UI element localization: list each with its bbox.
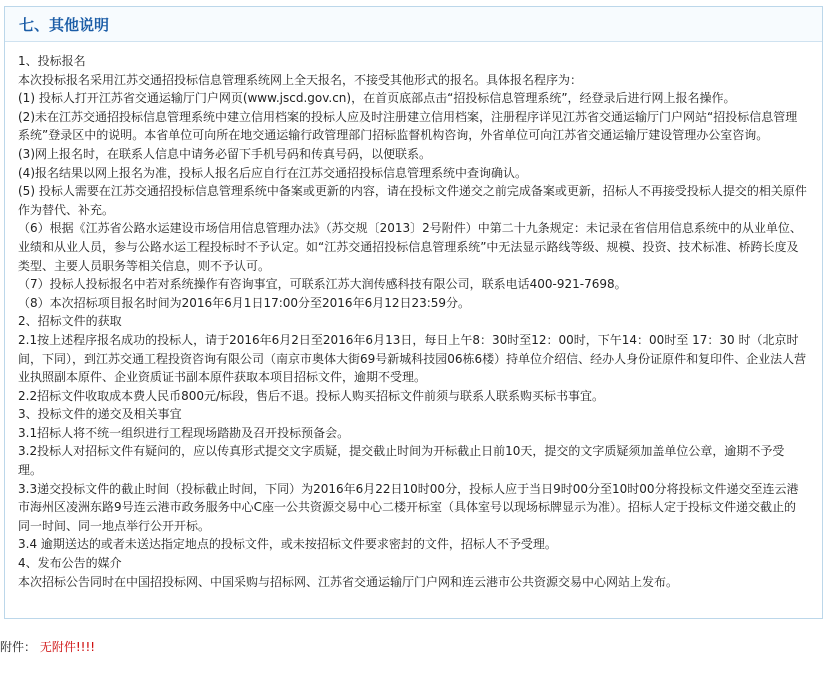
section-header [5,7,822,42]
paragraph: 2.2招标文件收取成本费人民币800元/标段，售后不退。投标人购买招标文件前须与联系人联系购买标书事宜。 [18,388,605,403]
paragraph: （6）根据《江苏省公路水运建设市场信用信息管理办法》（苏交规〔2013〕2号附件）中第二十九条规定：未记录在省信用信息系统中的从业单位、业绩和从业人员，参与公路水运工程投标时不予认定。如“江苏交通招投标信息管理系统”中无法显示路线等级、规模、投资、技术标准、桥跨长度及类型、主要人员职务等相关信息，则不予认可。 [18,221,802,273]
paragraph: (4)报名结果以网上报名为准，投标人报名后应自行在江苏交通招投标信息管理系统中查询确认。 [18,165,528,180]
attachment-value: 无附件!!!! [39,640,96,654]
paragraph: 本次招标公告同时在中国招投标网、中国采购与招标网、江苏省交通运输厅门户网和连云港市公共资源交易中心网站上发布。 [18,574,679,589]
paragraph: (1) 投标人打开江苏省交通运输厅门户网页(www.jscd.gov.cn)，在首页底部点击“招投标信息管理系统”，经登录后进行网上报名操作。 [18,91,736,106]
paragraph: (3)网上报名时，在联系人信息中请务必留下手机号码和传真号码，以便联系。 [18,146,432,161]
attachment-line [0,638,95,656]
paragraph: 3.1招标人将不统一组织进行工程现场踏勘及召开投标预备会。 [18,425,350,440]
paragraph: 2.1按上述程序报名成功的投标人，请于2016年6月2日至2016年6月13日，每日上午8：30时至12：00时，下午14：00时至 17：30 时（北京时间，下同），到江苏交通工程投资咨询有限公司（南京市奥体大街69号新城科技园06栋6楼）持单位介绍信、经办人身份证原件和复印件、企业法人营业执照副本原件、企业资质证书副本原件获取本项目招标文件，逾期不受理。 [18,332,807,385]
heading-submission: 3、投标文件的递交及相关事宜 [18,407,182,422]
section-content [5,42,822,591]
heading-registration: 1、投标报名 [18,54,86,68]
paragraph: （8）本次招标项目报名时间为2016年6月1日17:00分至2016年6月12日23:59分。 [18,295,471,310]
notice-panel [4,6,823,619]
heading-media: 4、发布公告的媒介 [18,556,122,571]
paragraph: 3.3递交投标文件的截止时间（投标截止时间，下同）为2016年6月22日10时00分，投标人应于当日9时00分至10时00分将投标文件递交至连云港市海州区凌洲东路9号连云港市政务服务中心C座一公共资源交易中心二楼开标室（具体室号以现场标牌显示为准）。招标人定于投标文件递交截止的同一时间、同一地点举行公开开标。 [18,481,799,533]
heading-documents: 2、招标文件的获取 [18,314,122,329]
attachment-label: 附件： [0,640,37,654]
paragraph: 本次投标报名采用江苏交通招投标信息管理系统网上全天报名，不接受其他形式的报名。具体报名程序为： [18,72,583,87]
section-title: 七、其他说明 [19,15,110,34]
paragraph: (2)未在江苏交通招投标信息管理系统中建立信用档案的投标人应及时注册建立信用档案，注册程序详见江苏省交通运输厅门户网站“招投标信息管理系统”登录区中的说明。本省单位可向所在地交通运输行政管理部门招标监督机构咨询，外省单位可向江苏省交通运输厅建设管理办公室咨询。 [18,109,798,143]
paragraph: 3.4 逾期送达的或者未送达指定地点的投标文件，或未按招标文件要求密封的文件，招标人不予受理。 [18,537,557,552]
paragraph: (5) 投标人需要在江苏交通招投标信息管理系统中备案或更新的内容，请在投标文件递交之前完成备案或更新，招标人不再接受投标人提交的相关原件作为替代、补充。 [18,184,807,217]
paragraph: （7）投标人投标报名中若对系统操作有咨询事宜，可联系江苏大润传感科技有限公司，联系电话400-921-7698。 [18,277,627,292]
paragraph: 3.2投标人对招标文件有疑问的，应以传真形式提交文字质疑，提交截止时间为开标截止日前10天，提交的文字质疑须加盖单位公章，逾期不予受理。 [18,444,785,478]
